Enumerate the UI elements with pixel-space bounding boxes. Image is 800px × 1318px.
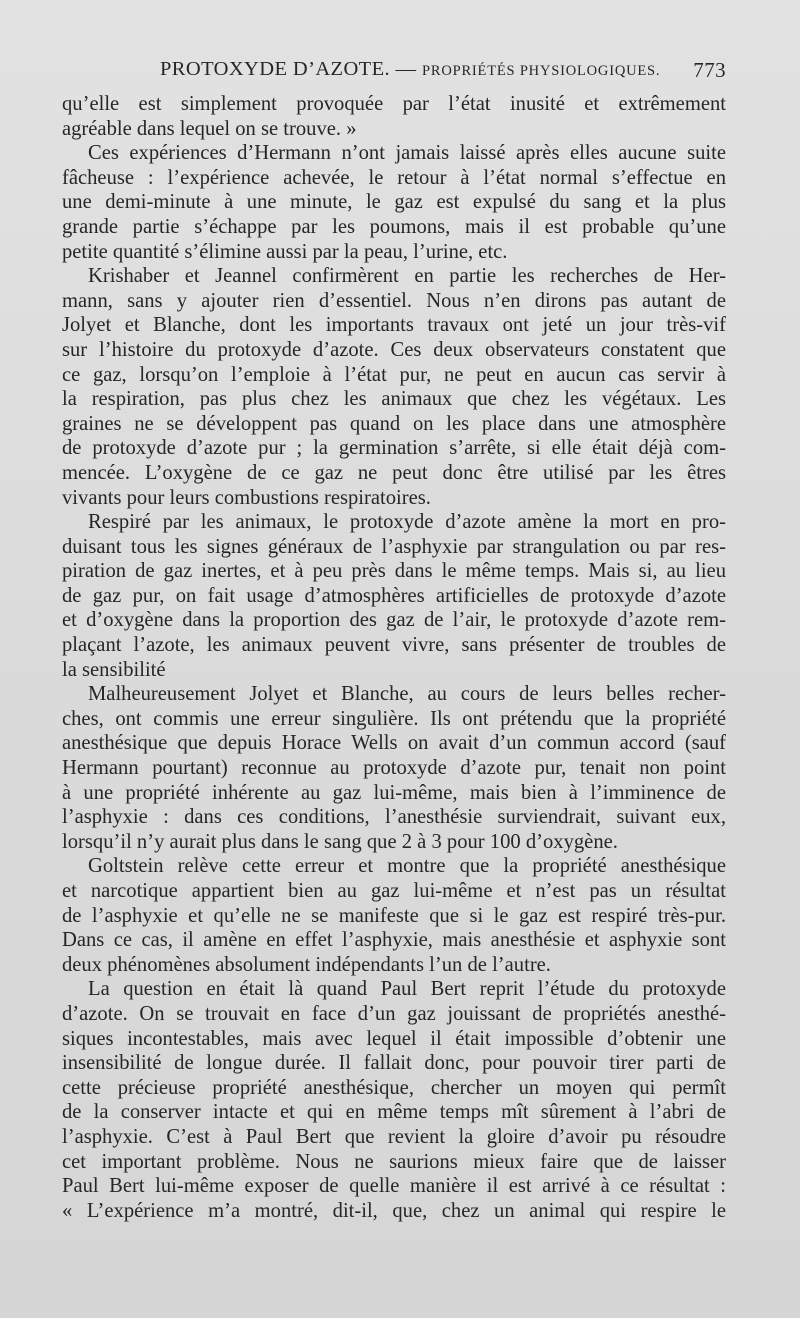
text-line: Respiré par les animaux, le protoxyde d’azote amène la mort en pro- bbox=[88, 511, 726, 534]
text-line: deux phénomènes absolument indépendants l’un de l’autre. bbox=[62, 953, 551, 976]
running-header bbox=[62, 58, 726, 86]
running-title-main: PROTOXYDE D’AZOTE. — bbox=[160, 58, 417, 80]
text-line: vivants pour leurs combustions respiratoires. bbox=[62, 486, 431, 509]
text-line: de protoxyde d’azote pur ; la germination s’arrête, si elle était déjà com- bbox=[62, 437, 726, 460]
text-line: mann, sans y ajouter rien d’essentiel. Nous n’en dirons pas autant de bbox=[62, 289, 726, 312]
text-line: et narcotique appartient bien au gaz lui-même et n’est pas un résultat bbox=[62, 880, 726, 902]
text-line: plaçant l’azote, les animaux peuvent vivre, sans présenter de troubles de bbox=[62, 634, 726, 657]
text-line: l’asphyxie : dans ces conditions, l’anesthésie surviendrait, suivant eux, bbox=[62, 806, 726, 829]
text-line: siques incontestables, mais avec lequel il était impossible d’obtenir une bbox=[62, 1027, 726, 1050]
text-line: ce gaz, lorsqu’on l’emploie à l’état pur, ne peut en aucun cas servir à bbox=[62, 363, 726, 386]
text-line: Ces expériences d’Hermann n’ont jamais laissé après elles aucune suite bbox=[88, 142, 726, 165]
text-line: Paul Bert lui-même exposer de quelle manière il est arrivé à ce résultat : bbox=[62, 1175, 726, 1198]
text-line: piration de gaz inertes, et à peu près dans le même temps. Mais si, au lieu bbox=[62, 560, 726, 583]
text-line: Malheureusement Jolyet et Blanche, au cours de leurs belles recher- bbox=[88, 683, 726, 706]
running-title-sub: PROPRIÉTÉS PHYSIOLOGIQUES. bbox=[421, 63, 661, 79]
text-line: Hermann pourtant) reconnue au protoxyde d’azote pur, tenait non point bbox=[62, 757, 726, 780]
text-line: qu’elle est simplement provoquée par l’état inusité et extrêmement bbox=[62, 93, 726, 115]
text-line: l’asphyxie. C’est à Paul Bert que revient la gloire d’avoir pu résoudre bbox=[62, 1125, 726, 1148]
text-line: Jolyet et Blanche, dont les importants travaux ont jeté un jour très-vif bbox=[62, 314, 726, 337]
text-line: d’azote. On se trouvait en face d’un gaz jouissant de propriétés anesthé- bbox=[62, 1002, 726, 1025]
text-line: Goltstein relève cette erreur et montre que la propriété anesthésique bbox=[88, 855, 726, 878]
text-line: la respiration, pas plus chez les animaux que chez les végétaux. Les bbox=[62, 388, 726, 411]
text-line: mencée. L’oxygène de ce gaz ne peut donc être utilisé par les êtres bbox=[62, 461, 726, 484]
text-line: de gaz pur, on fait usage d’atmosphères artificielles de protoxyde d’azote bbox=[62, 584, 726, 607]
body-text bbox=[62, 92, 726, 1248]
text-line: insensibilité de longue durée. Il fallait donc, pour pouvoir tirer parti de bbox=[62, 1052, 726, 1075]
text-line: cet important problème. Nous ne saurions mieux faire que de laisser bbox=[62, 1150, 726, 1173]
text-line: duisant tous les signes généraux de l’asphyxie par strangulation ou par res- bbox=[62, 535, 726, 558]
text-line: grande partie s’échappe par les poumons, mais il est probable qu’une bbox=[62, 215, 726, 238]
text-line: « L’expérience m’a montré, dit-il, que, chez un animal qui respire le bbox=[62, 1199, 726, 1222]
text-line: Krishaber et Jeannel confirmèrent en partie les recherches de Her- bbox=[88, 265, 726, 288]
text-line: La question en était là quand Paul Bert reprit l’étude du protoxyde bbox=[88, 978, 726, 1001]
text-line: Dans ce cas, il amène en effet l’asphyxie, mais anesthésie et asphyxie sont bbox=[62, 929, 726, 952]
page-number: 773 bbox=[693, 58, 726, 82]
text-line: graines ne se développent pas quand on les place dans une atmosphère bbox=[62, 412, 726, 435]
text-line: sur l’histoire du protoxyde d’azote. Ces deux observateurs constatent que bbox=[62, 338, 726, 361]
text-line: et d’oxygène dans la proportion des gaz de l’air, le protoxyde d’azote rem- bbox=[62, 609, 726, 632]
text-line: lorsqu’il n’y aurait plus dans le sang que 2 à 3 pour 100 d’oxygène. bbox=[62, 830, 618, 853]
text-line: à une propriété inhérente au gaz lui-même, mais bien à l’imminence de bbox=[62, 781, 726, 804]
text-line: anesthésique que depuis Horace Wells on avait d’un commun accord (sauf bbox=[62, 732, 726, 755]
text-line: de l’asphyxie et qu’elle ne se manifeste que si le gaz est respiré très-pur. bbox=[62, 904, 726, 927]
text-line: ches, ont commis une erreur singulière. Ils ont prétendu que la propriété bbox=[62, 707, 726, 730]
text-line: une demi-minute à une minute, le gaz est expulsé du sang et la plus bbox=[62, 191, 726, 214]
text-line: de la conserver intacte et qui en même temps mît sûrement à l’abri de bbox=[62, 1101, 726, 1124]
text-line: la sensibilité bbox=[62, 658, 166, 681]
text-line bbox=[62, 1223, 726, 1248]
text-line: petite quantité s’élimine aussi par la peau, l’urine, etc. bbox=[62, 240, 508, 263]
text-line: agréable dans lequel on se trouve. » bbox=[62, 117, 357, 140]
running-title bbox=[160, 58, 660, 81]
text-line: cette précieuse propriété anesthésique, chercher un moyen qui permît bbox=[62, 1076, 726, 1099]
text-line: fâcheuse : l’expérience achevée, le retour à l’état normal s’effectue en bbox=[62, 166, 726, 189]
